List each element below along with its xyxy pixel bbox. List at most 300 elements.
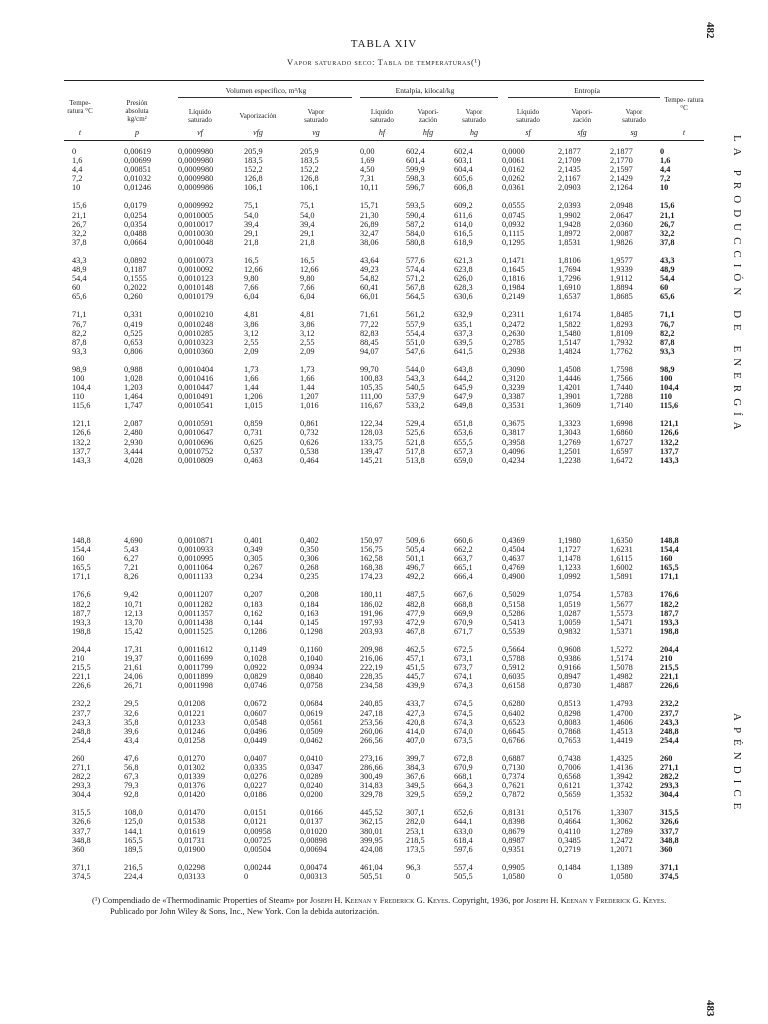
table-row (64, 174, 700, 183)
table-cell: 0,01376 (178, 781, 205, 791)
table-cell: 0,1816 (502, 274, 525, 284)
table-cell: 248,8 (72, 726, 91, 736)
table-cell: 0,859 (244, 419, 263, 429)
table-cell: 0,0010123 (178, 274, 214, 284)
table-cell: 0,538 (300, 446, 319, 456)
table-cell: 21,8 (244, 237, 259, 247)
table-cell: 1,7694 (558, 265, 581, 275)
table-cell: 1,8894 (610, 283, 633, 293)
table-cell: 0,1160 (300, 644, 323, 654)
table-cell: 672,5 (454, 644, 473, 654)
table-cell: 533,2 (406, 401, 425, 411)
table-cell: 0,5659 (558, 790, 581, 800)
table-cell: 1,464 (124, 392, 143, 402)
table-row (64, 827, 700, 836)
table-cell: 156,75 (360, 545, 383, 555)
table-cell: 96,3 (406, 862, 421, 872)
table-cell: 71,61 (360, 310, 379, 320)
table-cell: 260 (660, 753, 673, 763)
group-spacer (64, 745, 700, 754)
table-cell: 56,8 (124, 762, 139, 772)
table-cell: 0,00244 (244, 862, 271, 872)
symbol-sg: sg (630, 128, 638, 137)
group-spacer (64, 247, 700, 256)
table-cell: 87,8 (72, 337, 87, 347)
table-cell: 60,41 (360, 283, 379, 293)
table-cell: 0,1028 (244, 654, 267, 664)
table-cell: 659,0 (454, 455, 473, 465)
table-cell: 1,7288 (610, 392, 633, 402)
table-cell: 0,0009980 (178, 156, 214, 166)
table-cell: 0,7872 (502, 790, 525, 800)
table-cell: 0,0010030 (178, 228, 214, 238)
table-cell: 0,6402 (502, 708, 525, 718)
table-cell: 433,7 (406, 699, 425, 709)
table-cell: 0,0354 (124, 219, 147, 229)
table-cell: 75,1 (244, 201, 259, 211)
table-cell: 551,0 (406, 337, 425, 347)
table-cell: 614,0 (454, 219, 473, 229)
table-cell: 43,3 (72, 255, 87, 265)
table-cell: 243,3 (72, 717, 91, 727)
table-cell: 8,26 (124, 572, 139, 582)
group-spacer (64, 636, 700, 645)
table-cell: 1,3742 (610, 781, 633, 791)
table-cell: 128,03 (360, 428, 383, 438)
table-cell: 0,0011612 (178, 644, 213, 654)
table-row (64, 156, 700, 165)
table-cell: 15,6 (72, 201, 87, 211)
table-cell: 0,464 (300, 455, 319, 465)
header-temperature-right: Tempe- ratura °C (664, 96, 704, 112)
table-cell: 304,4 (72, 790, 91, 800)
table-cell: 632,9 (454, 310, 473, 320)
table-cell: 0,0932 (502, 219, 525, 229)
table-cell: 0,0010092 (178, 265, 214, 275)
table-cell: 10 (72, 183, 81, 193)
table-cell: 590,4 (406, 210, 425, 220)
table-cell: 314,83 (360, 781, 383, 791)
header-top-rule (64, 80, 704, 81)
table-cell: 674,1 (454, 672, 473, 682)
table-cell: 0,0407 (244, 753, 267, 763)
table-cell: 0,6035 (502, 672, 525, 682)
table-cell: 54,82 (360, 274, 379, 284)
table-cell: 360 (72, 844, 85, 854)
table-cell: 4,81 (244, 310, 259, 320)
table-cell: 4,50 (360, 165, 375, 175)
table-cell: 0 (72, 147, 77, 156)
spacer-cell (64, 356, 700, 365)
table-cell: 183,5 (300, 156, 319, 166)
table-cell: 121,1 (72, 419, 91, 429)
table-cell: 9,80 (244, 274, 259, 284)
table-cell: 0,3817 (502, 428, 525, 438)
table-cell: 0,4900 (502, 572, 525, 582)
table-cell: 29,1 (244, 228, 259, 238)
table-cell: 0,7621 (502, 781, 525, 791)
table-cell: 26,7 (660, 219, 675, 229)
table-cell: 66,01 (360, 292, 379, 302)
table-cell: 0,0011998 (178, 681, 213, 691)
table-cell: 1,2769 (558, 437, 581, 447)
table-row (64, 320, 700, 329)
table-cell: 32,2 (660, 228, 675, 238)
table-cell: 0,0289 (300, 772, 323, 782)
spacer-cell (64, 636, 700, 645)
table-cell: 253,1 (406, 826, 425, 836)
table-row (64, 310, 700, 319)
table-cell: 649,8 (454, 401, 473, 411)
table-cell: 145,21 (360, 455, 383, 465)
table-cell: 0,0009980 (178, 165, 214, 175)
table-cell: 0,625 (244, 437, 263, 447)
table-cell: 1,0580 (502, 871, 525, 881)
table-cell: 126,6 (72, 428, 91, 438)
table-cell: 32,6 (124, 708, 139, 718)
table-cell: 0,184 (300, 599, 319, 609)
table-cell: 0,0010048 (178, 237, 214, 247)
table-cell: 0,0347 (300, 762, 323, 772)
table-cell: 2,0903 (558, 183, 581, 193)
table-cell: 165,5 (660, 563, 679, 573)
table-cell: 1,7140 (610, 401, 633, 411)
table-cell: 0,4637 (502, 554, 525, 564)
table-cell: 0,5539 (502, 626, 525, 636)
table-cell: 0,7438 (558, 753, 581, 763)
table-cell: 37,8 (660, 237, 675, 247)
table-cell: 0,0010148 (178, 283, 214, 293)
table-cell: 15,6 (660, 201, 675, 211)
table-cell: 82,2 (660, 328, 675, 338)
table-cell: 0,01619 (178, 826, 205, 836)
table-cell: 0,350 (300, 545, 319, 555)
table-cell: 111,00 (360, 392, 383, 402)
table-cell: 21,1 (660, 210, 675, 220)
table-cell: 0,0746 (244, 681, 267, 691)
group-spacer (64, 410, 700, 419)
symbol-sf: sf (525, 128, 531, 137)
table-cell: 271,1 (660, 762, 679, 772)
table-cell: 0,1555 (124, 274, 147, 284)
table-cell: 0,1471 (502, 255, 525, 265)
table-cell: 132,2 (72, 437, 91, 447)
table-cell: 7,21 (124, 563, 139, 573)
table-cell: 282,2 (72, 772, 91, 782)
table-row (64, 329, 700, 338)
table-cell: 162,58 (360, 554, 383, 564)
table-cell: 505,51 (360, 871, 383, 881)
table-cell: 171,1 (72, 572, 91, 582)
table-cell: 2,0948 (610, 201, 633, 211)
table-cell: 198,8 (72, 626, 91, 636)
table-cell: 1,0992 (558, 572, 581, 582)
table-cell: 0,0010809 (178, 455, 214, 465)
table-cell: 4,4 (72, 165, 83, 175)
table-cell: 0,163 (300, 608, 319, 618)
table-row (64, 338, 700, 347)
table-cell: 1,6860 (610, 428, 633, 438)
table-cell: 12,66 (300, 265, 319, 275)
table-cell: 637,3 (454, 328, 473, 338)
table-cell: 1,3901 (558, 392, 581, 402)
table-cell: 0,2938 (502, 346, 525, 356)
table-cell: 16,5 (244, 255, 259, 265)
table-cell: 0,0892 (124, 255, 147, 265)
table-cell: 0,00851 (124, 165, 151, 175)
table-cell: 668,8 (454, 599, 473, 609)
table-cell: 660,6 (454, 536, 473, 545)
table-row (64, 419, 700, 428)
table-cell: 0,2022 (124, 283, 147, 293)
table-cell: 110 (660, 392, 672, 402)
table-row (64, 545, 700, 554)
table-cell: 71,1 (72, 310, 87, 320)
table-cell: 315,5 (72, 808, 91, 818)
table-cell: 104,4 (72, 383, 91, 393)
table-cell: 4,028 (124, 455, 143, 465)
table-cell: 543,3 (406, 373, 425, 383)
table-cell: 1,1233 (558, 563, 581, 573)
table-cell: 282,0 (406, 817, 425, 827)
table-row (64, 681, 700, 690)
table-cell: 32,2 (72, 228, 87, 238)
table-cell: 0,2630 (502, 328, 525, 338)
table-cell: 26,71 (124, 681, 143, 691)
table-cell: 1,7598 (610, 364, 633, 374)
table-cell: 47,6 (124, 753, 139, 763)
table-cell: 193,3 (660, 617, 679, 627)
spacer-cell (64, 192, 700, 201)
table-cell: 105,35 (360, 383, 383, 393)
table-cell: 126,6 (660, 428, 679, 438)
table-cell: 0,732 (300, 428, 319, 438)
table-cell: 1,6231 (610, 545, 633, 555)
table-cell: 674,5 (454, 699, 473, 709)
table-cell: 234,58 (360, 681, 383, 691)
table-cell: 133,75 (360, 437, 383, 447)
table-cell: 0,0335 (244, 762, 267, 772)
table-cell: 7,31 (360, 174, 375, 184)
table-row (64, 618, 700, 627)
table-cell: 7,66 (300, 283, 315, 293)
table-cell: 663,7 (454, 554, 473, 564)
table-cell: 571,2 (406, 274, 425, 284)
table-cell: 216,06 (360, 654, 383, 664)
table-cell: 0,401 (244, 536, 263, 545)
table-cell: 482,8 (406, 599, 425, 609)
table-cell: 477,9 (406, 608, 425, 618)
table-cell: 65,6 (72, 292, 87, 302)
table-row (64, 627, 700, 636)
table-cell: 148,8 (660, 536, 679, 545)
table-cell: 647,9 (454, 392, 473, 402)
table-cell: 43,64 (360, 255, 379, 265)
table-cell: 673,1 (454, 654, 473, 664)
table-title: TABLA XIV (350, 38, 418, 50)
header-ent-liquid: Líquido saturado (370, 108, 394, 124)
table-row (64, 536, 700, 545)
table-cell: 93,3 (660, 346, 675, 356)
header-vol-liquid: Líquido saturado (188, 108, 212, 124)
table-row (64, 438, 700, 447)
table-cell: 0,0011525 (178, 626, 213, 636)
table-cell: 0,0010179 (178, 292, 214, 302)
table-cell: 209,98 (360, 644, 383, 654)
table-cell: 4,690 (124, 536, 143, 545)
table-cell: 1,9826 (610, 237, 633, 247)
table-cell: 0,1295 (502, 237, 525, 247)
table-cell: 126,8 (300, 174, 319, 184)
table-cell: 0,2311 (502, 310, 525, 320)
table-cell: 671,7 (454, 626, 473, 636)
table-cell: 326,6 (660, 817, 679, 827)
table-cell: 1,7932 (610, 337, 633, 347)
table-cell: 0,00313 (300, 871, 327, 881)
table-cell: 0,8398 (502, 817, 525, 827)
table-row (64, 447, 700, 456)
table-cell: 1,0519 (558, 599, 581, 609)
table-cell: 2,930 (124, 437, 143, 447)
table-cell: 0 (244, 871, 249, 881)
table-cell: 1,3307 (610, 808, 633, 818)
table-cell: 367,6 (406, 772, 425, 782)
table-cell: 567,8 (406, 283, 425, 293)
table-cell: 43,3 (660, 255, 675, 265)
table-cell: 39,6 (124, 726, 139, 736)
table-row (64, 554, 700, 563)
table-cell: 0,1286 (244, 626, 267, 636)
table-cell: 6,27 (124, 554, 139, 564)
table-cell: 674,3 (454, 681, 473, 691)
symbol-vfg: vfg (253, 128, 263, 137)
table-cell: 203,93 (360, 626, 383, 636)
table-cell: 12,13 (124, 608, 143, 618)
table-cell: 0,419 (124, 319, 143, 329)
table-cell: 0,0011438 (178, 617, 213, 627)
table-row (64, 845, 700, 854)
table-cell: 226,6 (660, 681, 679, 691)
volume-group-rule (178, 97, 352, 98)
table-cell: 0,0010073 (178, 255, 214, 265)
table-cell: 0,0137 (300, 817, 323, 827)
table-cell: 10 (660, 183, 669, 193)
table-cell: 384,3 (406, 762, 425, 772)
table-cell: 0,0449 (244, 735, 267, 745)
table-cell: 1,4824 (558, 346, 581, 356)
table-cell: 0,6121 (558, 781, 581, 791)
table-cell: 3,86 (244, 319, 259, 329)
table-cell: 1,4419 (610, 735, 633, 745)
table-cell: 0,01246 (178, 726, 205, 736)
table-cell: 1,6 (660, 156, 671, 166)
table-row (64, 563, 700, 572)
table-cell: 0,306 (300, 554, 319, 564)
table-cell: 19,37 (124, 654, 143, 664)
table-cell: 599,9 (406, 165, 425, 175)
table-cell: 0,0664 (124, 237, 147, 247)
table-cell: 187,7 (660, 608, 679, 618)
table-cell: 16,5 (300, 255, 315, 265)
table-cell: 7,66 (244, 283, 259, 293)
table-cell: 1,5891 (610, 572, 633, 582)
table-cell: 1,3062 (610, 817, 633, 827)
table-cell: 2,0393 (558, 201, 581, 211)
table-cell: 254,4 (72, 735, 91, 745)
table-cell: 0,1187 (124, 265, 147, 275)
table-cell: 2,1597 (610, 165, 633, 175)
table-cell: 0,144 (244, 617, 263, 627)
table-cell: 414,0 (406, 726, 425, 736)
symbol-p: p (135, 128, 139, 137)
table-cell: 1,8293 (610, 319, 633, 329)
table-cell: 2,1167 (558, 174, 581, 184)
table-cell: 0,0262 (502, 174, 525, 184)
table-cell: 1,4513 (610, 726, 633, 736)
table-cell: 1,3043 (558, 428, 581, 438)
table-cell: 618,4 (454, 835, 473, 845)
table-cell: 106,1 (244, 183, 263, 193)
table-cell: 492,2 (406, 572, 425, 582)
table-cell: 1,4201 (558, 383, 581, 393)
table-cell: 0,00898 (300, 835, 327, 845)
table-cell: 0,0010591 (178, 419, 214, 429)
table-cell: 1,0580 (610, 871, 633, 881)
table-cell: 100,83 (360, 373, 383, 383)
table-cell: 260,06 (360, 726, 383, 736)
table-cell: 673,7 (454, 663, 473, 673)
table-row (64, 709, 700, 718)
table-cell: 87,8 (660, 337, 675, 347)
table-cell: 1,44 (244, 383, 259, 393)
symbol-t-right: t (682, 128, 686, 137)
table-cell: 1,9577 (610, 255, 633, 265)
table-row (64, 256, 700, 265)
table-cell: 0,861 (300, 419, 319, 429)
table-cell: 0,4234 (502, 455, 525, 465)
table-cell: 26,89 (360, 219, 379, 229)
table-cell: 0,0840 (300, 672, 323, 682)
symbol-t: t (78, 128, 82, 137)
table-cell: 1,4446 (558, 373, 581, 383)
entropy-group-rule (508, 97, 660, 98)
table-cell: 2,0647 (610, 210, 633, 220)
table-cell: 1,2238 (558, 455, 581, 465)
table-row (64, 211, 700, 220)
table-cell: 315,5 (660, 808, 679, 818)
table-cell: 2,480 (124, 428, 143, 438)
table-cell: 222,19 (360, 663, 383, 673)
table-cell: 0,01221 (178, 708, 205, 718)
table-cell: 374,5 (660, 871, 679, 881)
table-cell: 544,0 (406, 364, 425, 374)
table-cell: 2,0360 (610, 219, 633, 229)
table-cell: 0,463 (244, 455, 263, 465)
table-cell: 609,2 (454, 201, 473, 211)
table-cell: 635,1 (454, 319, 473, 329)
table-cell: 0,5413 (502, 617, 525, 627)
table-cell: 67,3 (124, 772, 139, 782)
table-cell: 420,8 (406, 717, 425, 727)
table-cell: 160 (72, 554, 85, 564)
table-cell: 598,3 (406, 174, 425, 184)
table-cell: 0,0361 (502, 183, 525, 193)
table-cell: 1,8485 (610, 310, 633, 320)
table-cell: 0,2785 (502, 337, 525, 347)
table-cell: 0,0010995 (178, 554, 214, 564)
table-cell: 15,42 (124, 626, 143, 636)
table-cell: 180,11 (360, 590, 383, 600)
